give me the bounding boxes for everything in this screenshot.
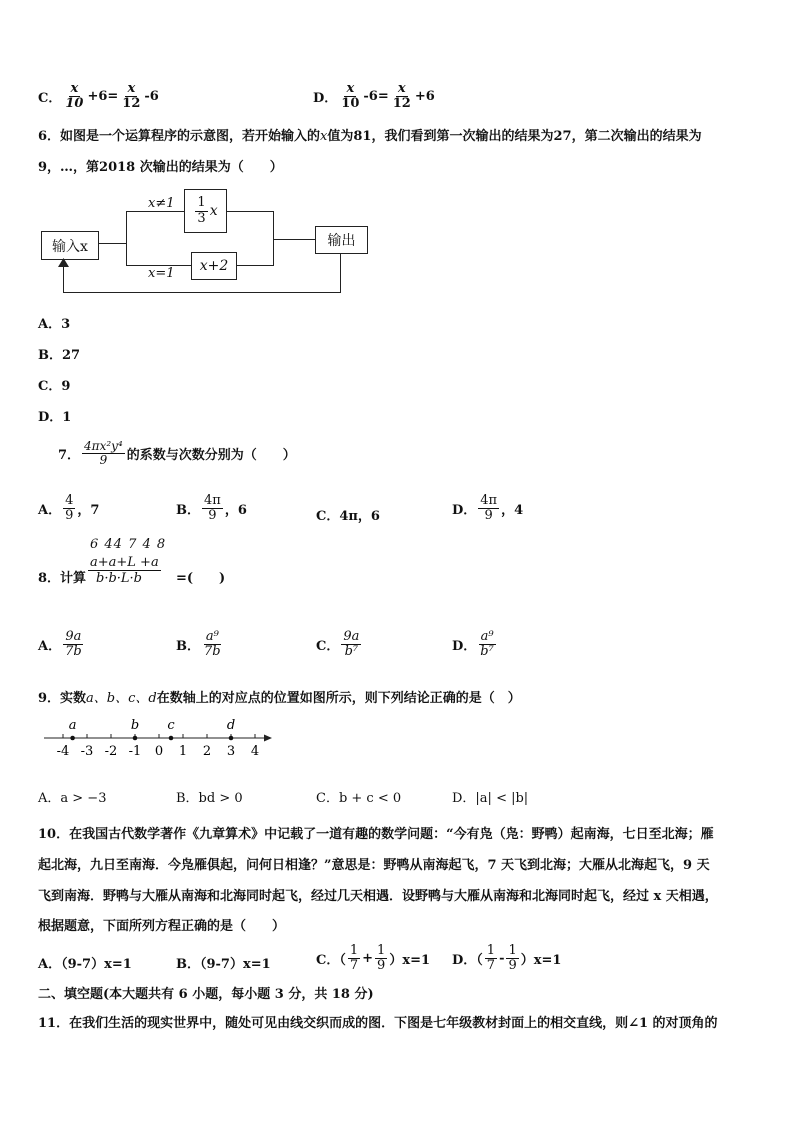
point-c (169, 736, 174, 741)
q9-option-d: D．|a| < |b| (452, 791, 529, 806)
q8-label: 8．计算 (38, 571, 87, 586)
flow-input-box: 输入x (41, 231, 99, 260)
q10-option-b: B．（9-7）x=1 (176, 957, 271, 972)
q10-option-a: A．（9-7）x=1 (38, 957, 132, 972)
q10-option-c: C．（ $\frac{1}{7}$ + $\frac{1}{9}$ ）x=1 (316, 943, 431, 974)
q5-d-frac-1: $\frac{x}{10}$ (341, 81, 360, 112)
tick-label: 2 (202, 744, 212, 759)
q8-fraction: a+a+L +a b·b·L·b (90, 555, 159, 586)
q7-option-a: A． $\frac{4}{9}$ ，7 (38, 493, 100, 524)
q7-option-b: B． $\frac{4\pi}{9}$ ，6 (176, 493, 247, 524)
q8-option-c: C． $\frac{9a}{\text{b⁷}}$ (316, 629, 360, 660)
q10-line3: 飞到南海．野鸭与大雁从南海和北海同时起飞，经过几天相遇．设野鸭与大雁从南海和北海同时起飞，经过 x 天相遇， (38, 889, 718, 904)
q9-option-a: A．a > −3 (38, 791, 107, 806)
q9-option-b: B．bd > 0 (176, 791, 243, 806)
q6-stem-line2: 9，…，第2018 次输出的结果为（ ） (38, 160, 283, 175)
tick-label: -2 (104, 744, 118, 759)
q9-number-line (38, 715, 278, 760)
flow-op-top-box: $\frac{1}{3}$ x (184, 189, 227, 233)
tick-label: -3 (80, 744, 94, 759)
q5-c-frac-1: $\frac{x}{10}$ (65, 81, 84, 112)
q7-option-d: D． $\frac{4\pi}{9}$ ，4 (452, 493, 524, 524)
point-label-c: c (167, 718, 175, 733)
tick-label: 0 (154, 744, 164, 759)
q10-line4: 根据题意，下面所列方程正确的是（ ） (38, 919, 286, 934)
q8-tail: =( ) (176, 571, 226, 586)
point-b (133, 736, 138, 741)
q6-option-a: A．3 (38, 317, 71, 332)
q10-line1: 10．在我国古代数学著作《九章算术》中记载了一道有趣的数学问题：“今有凫（凫：野鸭）起南海，七日至北海；雁 (38, 827, 714, 842)
tick-label: -4 (56, 744, 70, 759)
point-d (229, 736, 234, 741)
flow-cond-top: x≠1 (148, 196, 175, 211)
q7-option-c: C．4π，6 (316, 509, 380, 524)
tick-label: 4 (250, 744, 260, 759)
point-label-a: a (68, 718, 77, 733)
point-label-b: b (130, 718, 140, 733)
q8-option-b: B． $\frac{\text{a⁹}}{7b}$ (176, 629, 221, 660)
point-a (70, 736, 75, 741)
q5-c-frac-2: $\frac{x}{12}$ (122, 81, 141, 112)
q5-option-c: C． $\frac{x}{10}$ +6= $\frac{x}{12}$ -6 (38, 81, 159, 112)
q8-option-d: D． $\frac{\text{a⁹}}{\text{b⁷}}$ (452, 629, 494, 660)
q8-overbrace-label: 6 44 7 4 8 (90, 537, 167, 552)
q11-stem: 11．在我们生活的现实世界中，随处可见由线交织而成的图．下图是七年级教材封面上的相交直线，则∠1 的对顶角的 (38, 1016, 718, 1031)
q9-option-c: C．b + c < 0 (316, 791, 402, 806)
q6-option-d: D．1 (38, 410, 72, 425)
point-label-d: d (226, 718, 236, 733)
flow-op-bottom-box: x+2 (191, 252, 237, 280)
q10-option-d: D．（ $\frac{1}{7}$ - $\frac{1}{9}$ ）x=1 (452, 943, 562, 974)
tick-label: 1 (178, 744, 188, 759)
section-2-heading: 二、填空题(本大题共有 6 小题，每小题 3 分，共 18 分) (38, 987, 374, 1002)
q6-stem-line1: 6．如图是一个运算程序的示意图，若开始输入的x值为81，我们看到第一次输出的结果为27，第二次输出的结果为 (38, 129, 702, 144)
q5-option-d: D． $\frac{x}{10}$ -6= $\frac{x}{12}$ +6 (313, 81, 435, 112)
flow-arrowhead (58, 258, 69, 267)
q6-option-c: C．9 (38, 379, 71, 394)
tick-label: 3 (226, 744, 236, 759)
q8-option-a: A． $\frac{9a}{7b}$ (38, 629, 82, 660)
q5-d-frac-2: $\frac{x}{12}$ (392, 81, 411, 112)
tick-label: -1 (128, 744, 142, 759)
flow-output-box: 输出 (315, 226, 368, 254)
q6-option-b: B．27 (38, 348, 81, 363)
q7-stem: 7． $\frac{\text{4πx²y⁴}}{9}$ 的系数与次数分别为（ ） (58, 439, 296, 468)
q9-stem: 9．实数a、b、c、d在数轴上的对应点的位置如图所示，则下列结论正确的是（ ） (38, 691, 521, 706)
q10-line2: 起北海，九日至南海．今凫雁俱起，问何日相逢？”意思是：野鸭从南海起飞，7 天飞到北海；大雁从北海起飞，9 天 (38, 858, 710, 873)
flow-cond-bottom: x=1 (148, 266, 175, 281)
